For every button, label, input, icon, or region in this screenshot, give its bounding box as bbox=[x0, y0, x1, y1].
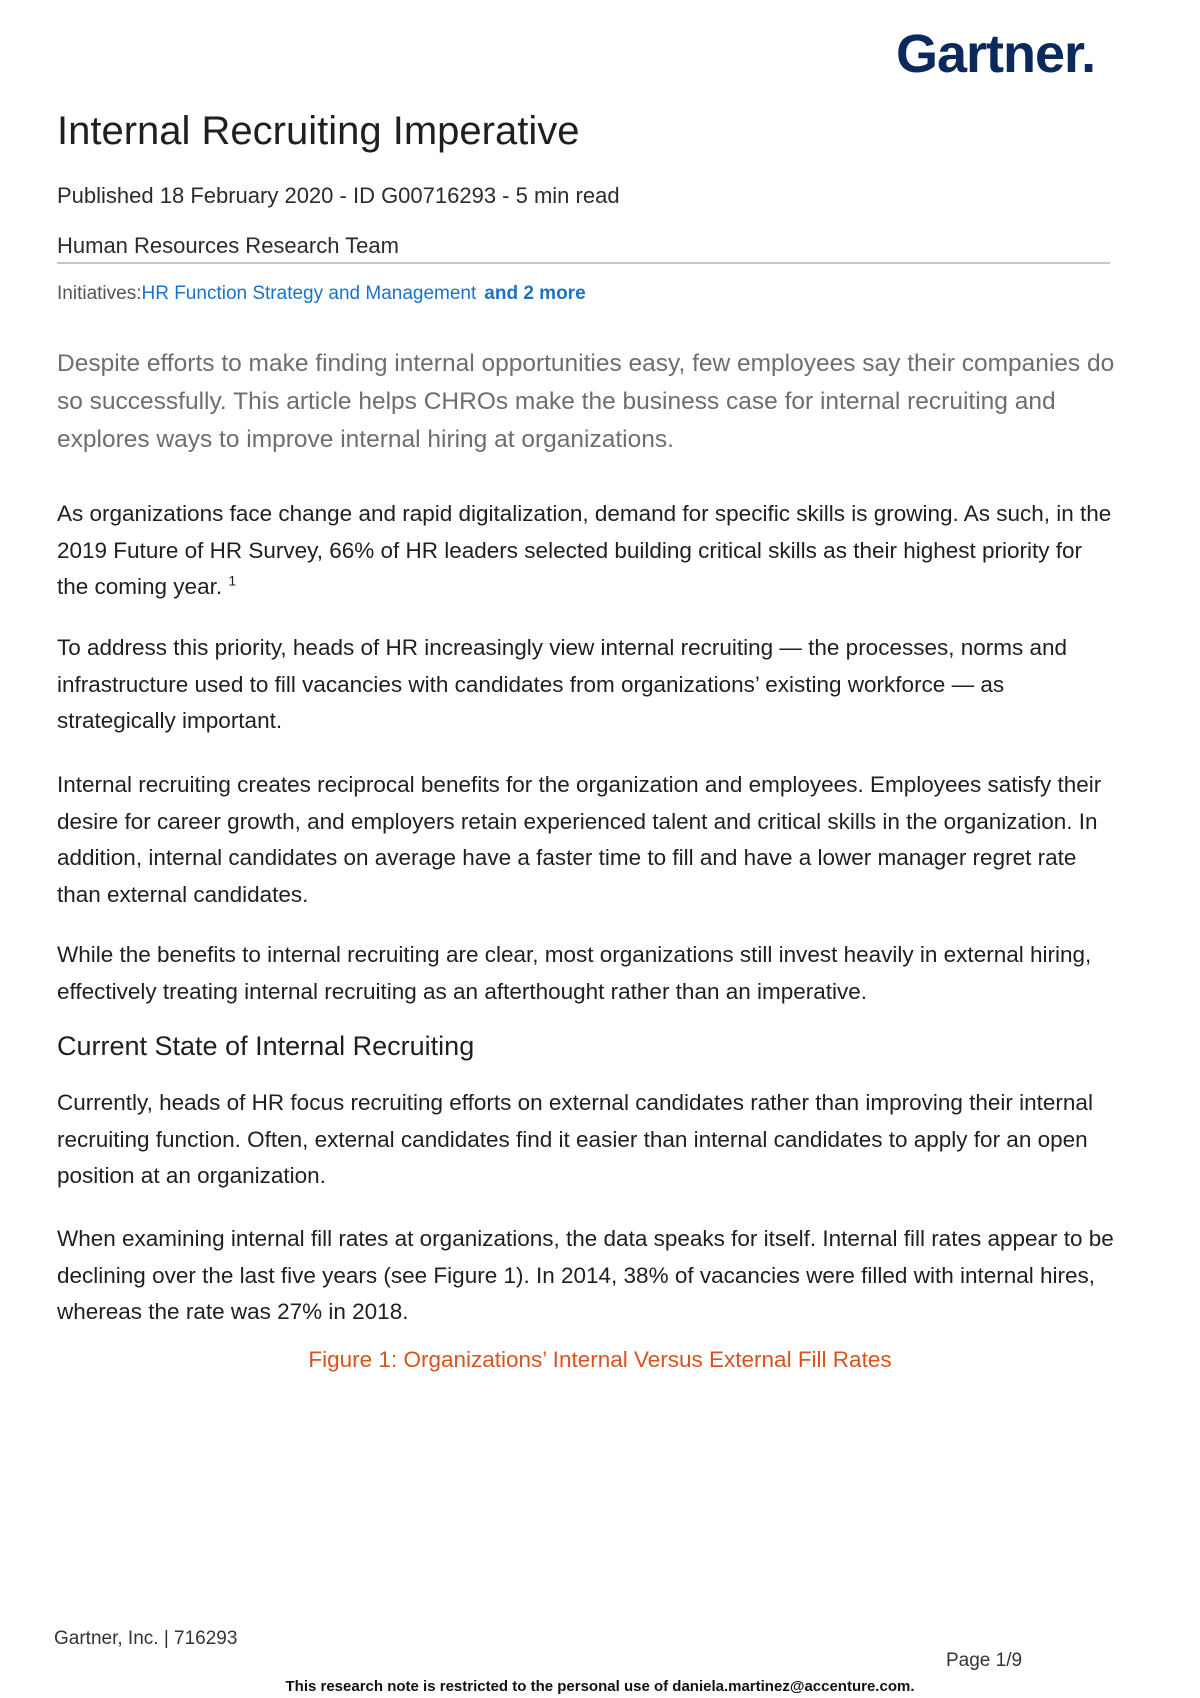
body-paragraph bbox=[57, 496, 1117, 606]
initiative-link[interactable]: HR Function Strategy and Management bbox=[141, 283, 477, 304]
initiatives-row bbox=[57, 281, 586, 307]
page-title: Internal Recruiting Imperative bbox=[57, 109, 580, 153]
footnote-ref[interactable]: 1 bbox=[228, 572, 237, 589]
body-paragraph: Currently, heads of HR focus recruiting efforts on external candidates rather than improving their internal recruiting function. Often, external candidates find it easier than internal candidates to apply for an open position at an organization. bbox=[57, 1090, 1093, 1188]
header-divider bbox=[57, 262, 1110, 264]
gartner-logo: Gartner. bbox=[896, 24, 1096, 84]
more-initiatives-link[interactable]: and 2 more bbox=[484, 283, 586, 304]
usage-restriction-note: This research note is restricted to the personal use of daniela.martinez@accenture.com. bbox=[285, 1678, 915, 1695]
body-paragraph: Internal recruiting creates reciprocal benefits for the organization and employees. Employees satisfy their desire for career growth, and employers retain experienced talent and critical skills in the organization. In addition, internal candidates on average have a faster time to fill and have a lower manager regret rate than external candidates. bbox=[57, 772, 1102, 907]
body-paragraph: While the benefits to internal recruiting are clear, most organizations still invest heavily in external hiring, effectively treating internal recruiting as an afterthought rather than an imperative. bbox=[57, 942, 1092, 1004]
figure-caption: Figure 1: Organizations’ Internal Versus External Fill Rates bbox=[308, 1347, 892, 1372]
body-paragraph: When examining internal fill rates at organizations, the data speaks for itself. Internal fill rates appear to be declining over the last five years (see Figure 1). In 2014, 38% of vacancies were filled with internal hires, whereas the rate was 27% in 2018. bbox=[57, 1226, 1114, 1324]
summary-text: Despite efforts to make finding internal opportunities easy, few employees say their companies do so successfully. This article helps CHROs make the business case for internal recruiting and explores ways to improve internal hiring at organizations. bbox=[57, 350, 1115, 453]
paragraph-text: As organizations face change and rapid digitalization, demand for specific skills is growing. As such, in the 2019 Future of HR Survey, 66% of HR leaders selected building critical skills as their highest priority for the coming year. bbox=[57, 501, 1112, 599]
footer-company: Gartner, Inc. | 716293 bbox=[54, 1628, 238, 1649]
section-heading: Current State of Internal Recruiting bbox=[57, 1031, 475, 1061]
page-number: Page 1/9 bbox=[946, 1650, 1023, 1671]
publication-meta: Published 18 February 2020 - ID G00716293 - 5 min read bbox=[57, 183, 620, 208]
body-paragraph: To address this priority, heads of HR increasingly view internal recruiting — the processes, norms and infrastructure used to fill vacancies with candidates from organizations’ existing workforce — as strategically important. bbox=[57, 635, 1068, 733]
initiatives-label: Initiatives: bbox=[57, 283, 142, 304]
author-team: Human Resources Research Team bbox=[57, 233, 399, 258]
